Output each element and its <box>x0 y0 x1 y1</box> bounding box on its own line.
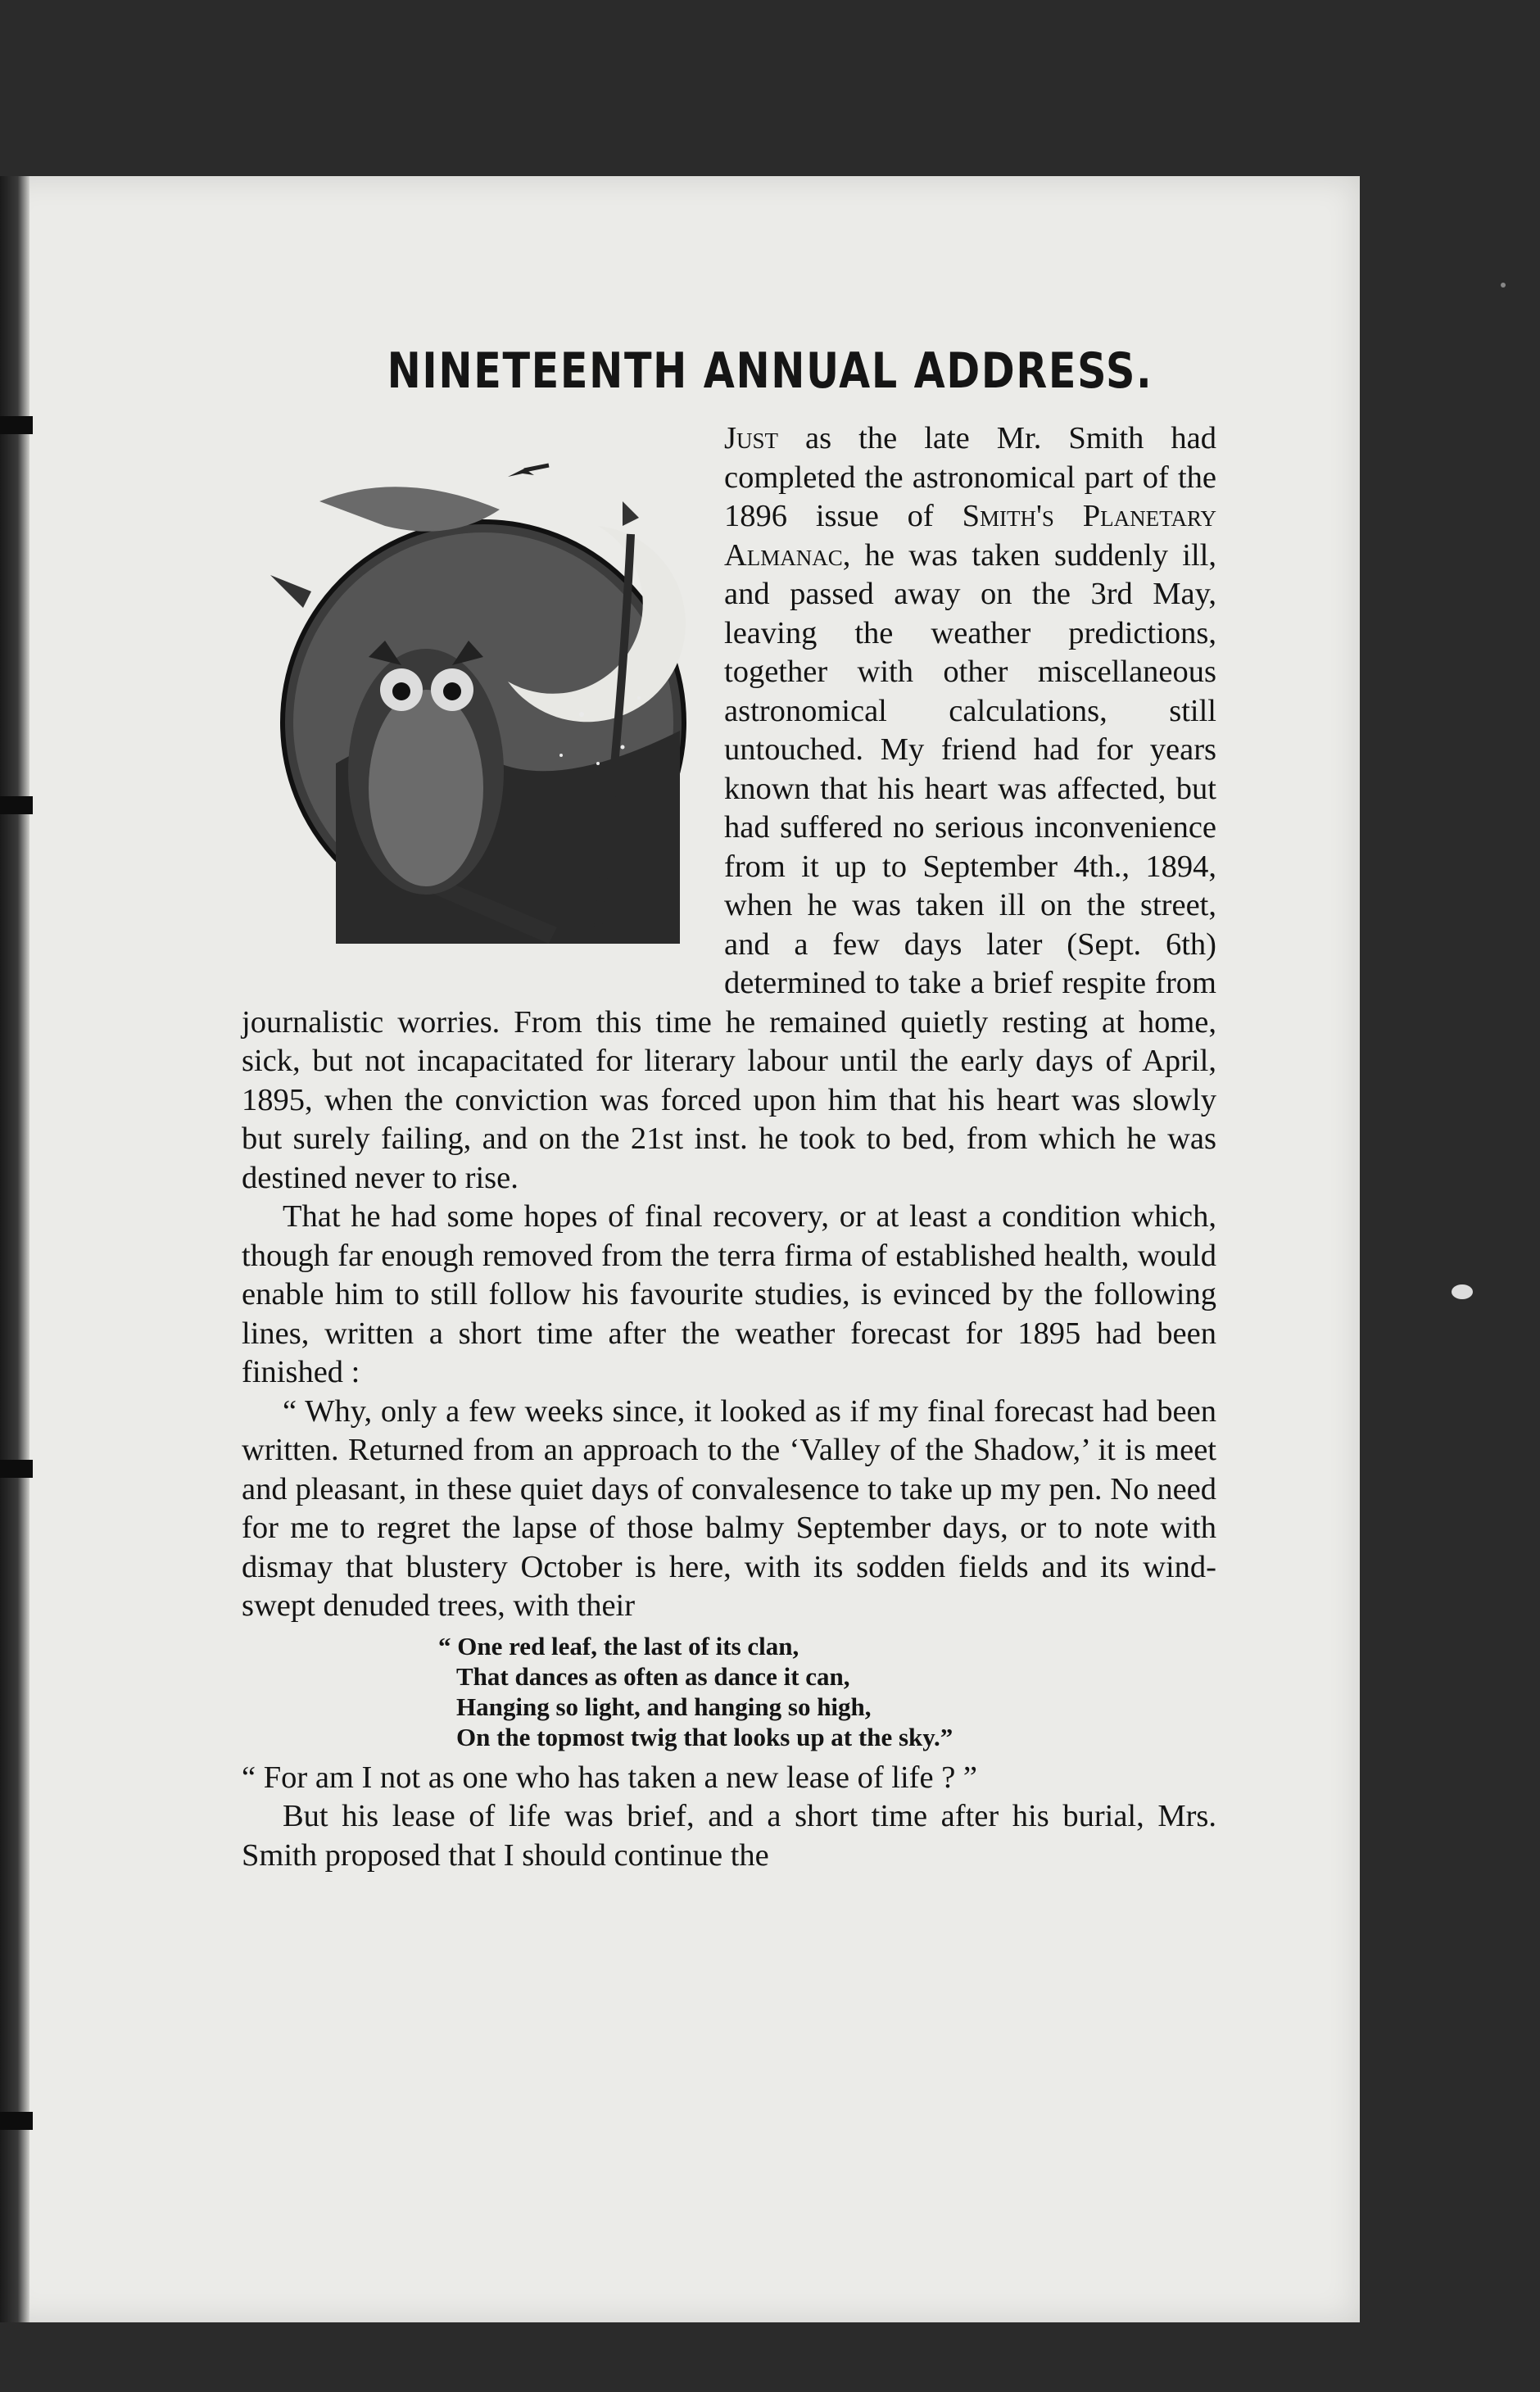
page-title: NINETEENTH ANNUAL ADDRESS. <box>387 342 1153 400</box>
owl-moon-engraving <box>238 419 713 993</box>
binding-staple <box>0 796 33 814</box>
poem-line: On the topmost twig that looks up at the sky.” <box>456 1722 953 1751</box>
paragraph-5: But his lease of life was brief, and a short time after his burial, Mrs. Smith proposed that I should continue the <box>242 1799 1216 1873</box>
poem-quote <box>438 1631 1216 1752</box>
almanac-title: Smith's Planetary Almanac, <box>724 499 1216 573</box>
paragraph-3: “ Why, only a few weeks since, it looked as if my final forecast had been written. Returned from an approach to the ‘Valley of the Shadow,’ it is meet and pleasant, in these quiet days of convalesence to take up my pen. No need for me to regret the lapse of those balmy September days, or to note with dismay that blustery October is here, with its sodden fields and its wind-swept denuded trees, with their <box>242 1393 1216 1623</box>
poem-line: Hanging so light, and hanging so high, <box>456 1692 872 1721</box>
poem-line: “ One red leaf, the last of its clan, <box>438 1631 799 1660</box>
paragraph-1-part-a: as the late Mr. Smith had completed the astronomical part of the 1896 issue of <box>724 421 1216 533</box>
binding-staple <box>0 1460 33 1478</box>
paragraph-4: “ For am I not as one who has taken a new lease of life ? ” <box>242 1760 978 1795</box>
book-spine <box>0 176 29 2322</box>
film-speck <box>1452 1284 1473 1299</box>
body-text <box>242 419 1216 1875</box>
binding-staple <box>0 416 33 434</box>
binding-staple <box>0 2112 33 2130</box>
owl-illustration <box>238 419 713 993</box>
drop-word: Just <box>724 421 778 455</box>
paragraph-2: That he had some hopes of final recovery, or at least a condition which, though far enough removed from the terra firma of established health, would enable him to still follow his favourite studies, is evinced by the following lines, written a short time after the weather forecast for 1895 had been finished : <box>242 1199 1216 1389</box>
film-speck <box>1501 283 1506 288</box>
poem-line: That dances as often as dance it can, <box>456 1661 850 1691</box>
paragraph-1-part-b: he was taken suddenly ill, and passed away on the 3rd May, leaving the weather predictions, together with other miscellaneous astronomical calculations, still untouched. My friend had for years known that his heart was affected, but had suffered no serious inconvenience from it up to September 4th., 1894, when he was taken ill on the street, and a few days later (Sept. 6th) determined to take a brief respite from journalistic worries. From this time he remained quietly resting at home, sick, but not incapacitated for literary labour until the early days of April, 1895, when the conviction was forced upon him that his heart was slowly but surely failing, and on the 21st inst. he took to bed, from which he was destined never to rise. <box>242 537 1216 1195</box>
